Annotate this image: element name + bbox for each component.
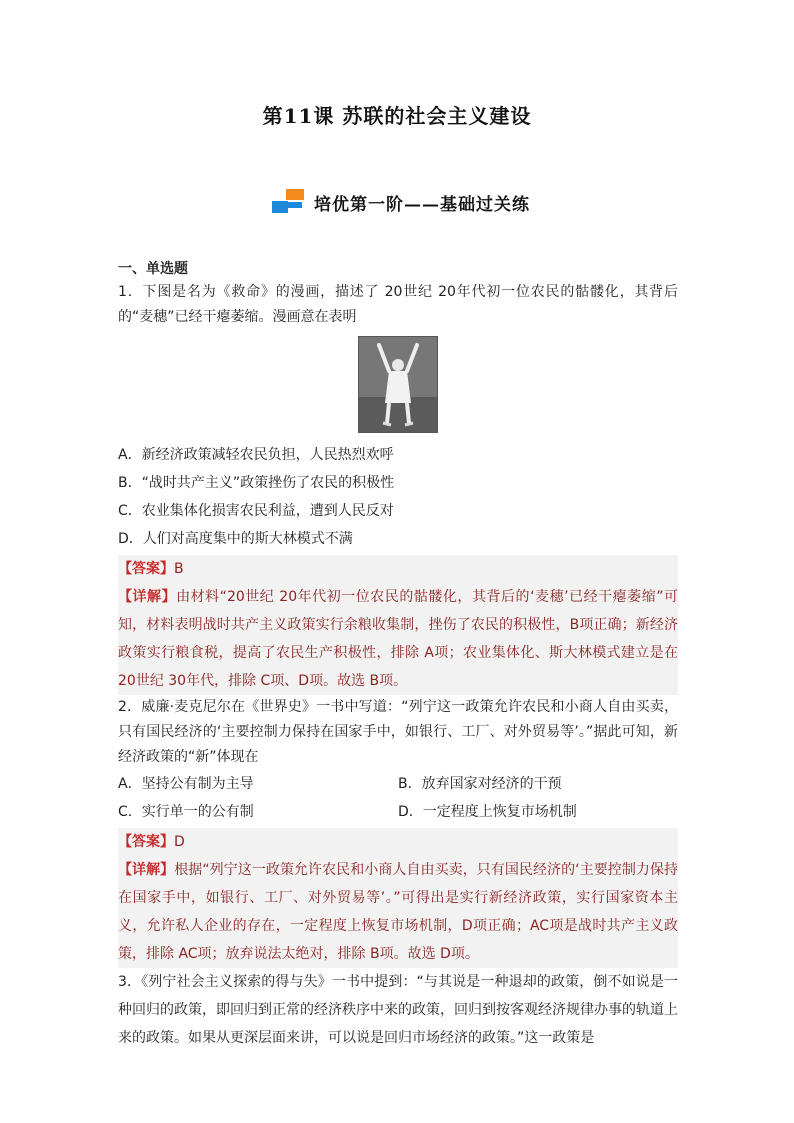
option-row xyxy=(118,798,678,826)
question-stem: 2．威廉·麦克尼尔在《世界史》一书中写道：“列宁这一政策允许农民和小商人自由买卖，只有国民经济的‘主要控制力保持在国家手中，如银行、工厂、对外贸易等’。”据此可知，新经济政策的“新”体现在 xyxy=(118,699,678,765)
answer-line: 【答案】D xyxy=(118,834,185,850)
part-title: 一、单选题 xyxy=(118,261,188,277)
section-heading-text: 培优第一阶——基础过关练 xyxy=(314,194,530,215)
section-blocks-icon xyxy=(272,187,306,217)
section-heading xyxy=(272,186,530,218)
answer-box xyxy=(118,555,678,695)
option-a: A．新经济政策减轻农民负担，人民热烈欢呼 xyxy=(118,447,394,463)
option-b: B．“战时共产主义”政策挫伤了农民的积极性 xyxy=(118,475,395,491)
analysis-text: 【详解】根据“列宁这一政策允许农民和小商人自由买卖，只有国民经济的‘主要控制力保持在国家手中，如银行、工厂、对外贸易等’。”可得出是实行新经济政策，实行国家资本主义，允许私人企业的存在，一定程度上恢复市场机制，D项正确；AC项是战时共产主义政策，排除 AC项；放弃说法太绝对，排除 B项。故选 D项。 xyxy=(118,862,679,962)
option-a: A．坚持公有制为主导 xyxy=(118,776,254,792)
option-b: B．放弃国家对经济的干预 xyxy=(398,776,562,792)
question-content xyxy=(118,258,678,1052)
question-stem: 1．下图是名为《救命》的漫画，描述了 20世纪 20年代初一位农民的骷髅化，其背后的“麦穗”已经干瘪萎缩。漫画意在表明 xyxy=(118,284,678,325)
option-c: C．农业集体化损害农民利益，遭到人民反对 xyxy=(118,503,394,519)
question-3 xyxy=(118,968,678,1052)
question-2 xyxy=(118,695,678,968)
analysis-text: 【详解】由材料“20世纪 20年代初一位农民的骷髅化，其背后的‘麦穗’已经干瘪萎缩”可知，材料表明战时共产主义政策实行余粮收集制，挫伤了农民的积极性，B项正确；新经济政策实行粮食税，提高了农民生产积极性，排除 A项；农业集体化、斯大林模式建立是在 20世纪 30年代，排除 C项、D项。故选 B项。 xyxy=(118,589,679,689)
answer-box xyxy=(118,828,678,968)
answer-line: 【答案】B xyxy=(118,561,184,577)
option-d: D．人们对高度集中的斯大林模式不满 xyxy=(118,531,353,547)
option-c: C．实行单一的公有制 xyxy=(118,804,254,820)
page-title: 第11课 苏联的社会主义建设 xyxy=(262,104,532,128)
option-row xyxy=(118,770,678,798)
question-stem: 3．《列宁社会主义探索的得与失》一书中提到：“与其说是一种退却的政策，倒不如说是一种回归的政策，即回归到正常的经济秩序中来的政策，回归到按客观经济规律办事的轨道上来的政策。如果从更深层面来讲，可以说是回归市场经济的政策。”这一政策是 xyxy=(118,974,678,1046)
question-1 xyxy=(118,280,678,695)
cartoon-farmer-icon xyxy=(358,336,438,433)
option-d: D．一定程度上恢复市场机制 xyxy=(398,804,577,820)
